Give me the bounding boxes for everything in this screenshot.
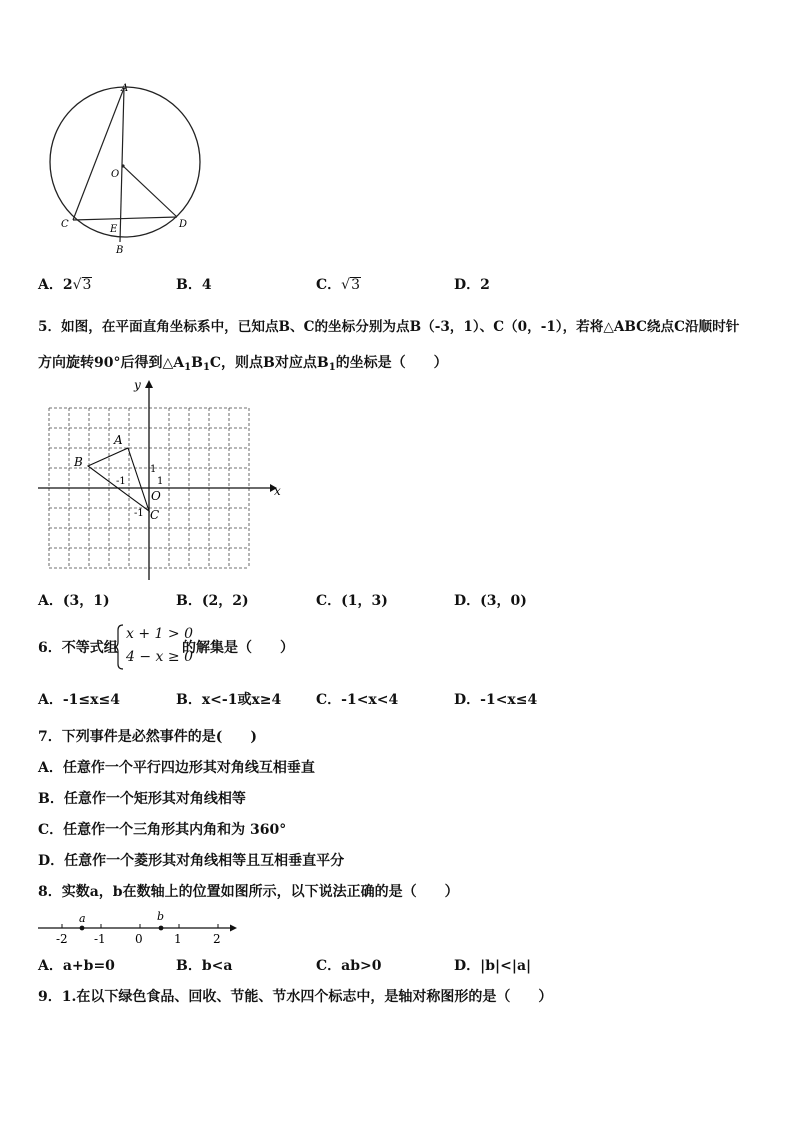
point-a-label: A bbox=[114, 433, 123, 447]
tick-label-neg1: -1 bbox=[94, 932, 106, 946]
coordinate-grid-figure bbox=[34, 376, 284, 586]
q6-inequality-row1: x + 1 > 0 bbox=[126, 626, 193, 642]
q4-option-c: C．√3 bbox=[316, 277, 360, 293]
chord-cd bbox=[73, 217, 177, 220]
q8-option-a: A．a+b=0 bbox=[38, 958, 115, 974]
x-axis-label: x bbox=[274, 484, 281, 498]
q7-stem: 7．下列事件是必然事件的是( ) bbox=[38, 729, 257, 745]
segment-od bbox=[123, 166, 177, 217]
q5-option-b: B．(2，2) bbox=[176, 593, 249, 609]
tick-1-y: 1 bbox=[150, 464, 157, 475]
tick-1-x: 1 bbox=[157, 476, 164, 487]
origin-label: O bbox=[151, 489, 161, 503]
q7-option-c: C．任意作一个三角形其内角和为 360° bbox=[38, 822, 287, 838]
q7-option-b: B．任意作一个矩形其对角线相等 bbox=[38, 791, 246, 807]
q8-option-c: C．ab>0 bbox=[316, 958, 382, 974]
q7-option-a: A．任意作一个平行四边形其对角线互相垂直 bbox=[38, 760, 315, 776]
q5-stem-line2: 方向旋转90°后得到$\triangle A_1B_1C$，则点B对应点$B_1$的坐标是（ ） bbox=[38, 355, 448, 373]
point-c-label: C bbox=[150, 508, 160, 522]
q8-option-b: B．b<a bbox=[176, 958, 233, 974]
tick-label-1: 1 bbox=[174, 932, 182, 946]
point-b-label: b bbox=[157, 910, 165, 923]
center-point bbox=[121, 164, 124, 167]
tick-label-0: 0 bbox=[135, 932, 143, 946]
y-axis-label: y bbox=[134, 378, 141, 392]
point-a bbox=[80, 926, 85, 931]
y-axis-arrow bbox=[145, 380, 153, 388]
q8-stem: 8．实数a，b在数轴上的位置如图所示，以下说法正确的是（ ） bbox=[38, 884, 459, 900]
q4-option-a: A．2√3 bbox=[38, 277, 92, 293]
q6-option-a: A．-1≤x≤4 bbox=[38, 692, 120, 708]
q8-option-d: D．|b|<|a| bbox=[454, 958, 532, 974]
label-d: D bbox=[179, 219, 188, 230]
number-line-figure bbox=[34, 908, 244, 948]
q4-option-b: B．4 bbox=[176, 277, 212, 293]
q5-option-d: D．(3，0) bbox=[454, 593, 527, 609]
q6-stem-prefix: 6．不等式组 bbox=[38, 640, 118, 656]
chord-ac bbox=[73, 88, 124, 220]
q7-option-d: D．任意作一个菱形其对角线相等且互相垂直平分 bbox=[38, 853, 345, 869]
circle-figure bbox=[40, 80, 230, 260]
point-b-label: B bbox=[74, 455, 83, 469]
q4-option-d: D．2 bbox=[454, 277, 490, 293]
point-a-label: a bbox=[79, 912, 86, 925]
circle bbox=[50, 87, 200, 237]
q9-stem: 9．1.在以下绿色食品、回收、节能、节水四个标志中，是轴对称图形的是（ ） bbox=[38, 989, 553, 1005]
tick-label-2: 2 bbox=[213, 932, 221, 946]
label-e: E bbox=[110, 224, 118, 235]
label-a: A bbox=[121, 83, 129, 94]
q6-option-c: C．-1<x<4 bbox=[316, 692, 399, 708]
number-line-arrow bbox=[230, 925, 237, 932]
point-b bbox=[159, 926, 164, 931]
q5-stem-line1: 5．如图，在平面直角坐标系中，已知点B、C的坐标分别为点B（-3，1）、C（0，-1），若将△ABC绕点C沿顺时针 bbox=[38, 319, 740, 335]
label-c: C bbox=[61, 219, 69, 230]
q6-stem-suffix: 的解集是（ ） bbox=[182, 640, 294, 656]
tick-neg1-x: -1 bbox=[116, 476, 126, 487]
q6-option-d: D．-1<x≤4 bbox=[454, 692, 538, 708]
label-o: O bbox=[111, 169, 120, 180]
q5-option-a: A．(3，1) bbox=[38, 593, 110, 609]
tick-label-neg2: -2 bbox=[56, 932, 68, 946]
brace-icon bbox=[114, 624, 124, 670]
q6-inequality-row2: 4 − x ≥ 0 bbox=[126, 649, 193, 665]
q6-option-b: B．x<-1或x≥4 bbox=[176, 692, 282, 708]
tick-neg1-y: -1 bbox=[134, 508, 144, 519]
label-b: B bbox=[116, 245, 124, 256]
q5-option-c: C．(1，3) bbox=[316, 593, 388, 609]
